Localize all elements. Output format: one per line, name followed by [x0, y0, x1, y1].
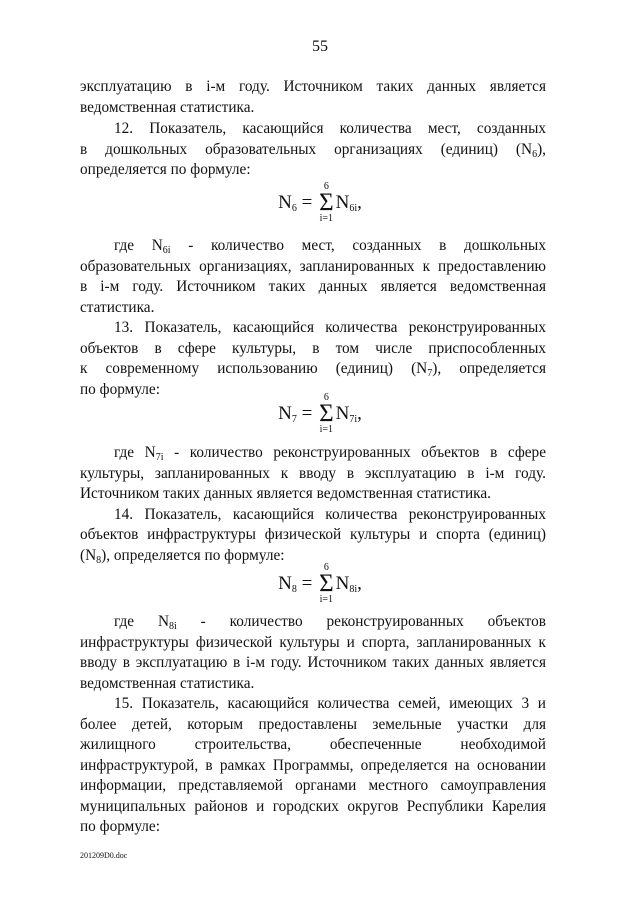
text-line: ведомственная статистика.: [80, 98, 255, 116]
formula: $N_6$ = 6 Σ i=1 $N_{6i}$,: [278, 181, 362, 224]
text-line: инфраструктуры физической культуры и спорта, запланированных к: [80, 633, 546, 651]
text-line: инфраструктурой, в рамках Программы, определяется на основании: [80, 756, 546, 774]
paragraph-block: [80, 236, 546, 400]
paragraph-block: [80, 443, 546, 566]
text-line: где $N_{8i}$ - количество реконструированных объектов: [114, 613, 546, 632]
paragraph-block: [80, 119, 546, 181]
text-line: информации, представляемой органами местного самоуправления: [80, 777, 546, 794]
text-line: $(N_8)$, определяется по формуле:: [80, 546, 285, 566]
text-line: 13. Показатель, касающийся количества реконструированных: [114, 319, 546, 336]
formula: $N_7$ = 6 Σ i=1 $N_{7i}$,: [278, 392, 362, 435]
text-line: определяется по формуле:: [80, 161, 251, 178]
summation-sign: 6 Σ i=1: [319, 562, 334, 605]
summation-sign: 6 Σ i=1: [319, 392, 334, 435]
text-line: ведомственная статистика.: [80, 674, 255, 692]
text-line: 12. Показатель, касающийся количества мест, созданных: [114, 120, 546, 137]
text-line: к современному использованию (единиц) $(N_7)$, определяется: [80, 360, 546, 379]
text-line: статистика.: [80, 298, 155, 316]
text-line: более детей, которым предоставлены земельные участки для: [80, 715, 546, 733]
text-line: 14. Показатель, касающийся количества реконструированных: [114, 505, 546, 523]
formula: $N_8$ = 6 Σ i=1 $N_{8i}$,: [278, 562, 362, 605]
text-line: муниципальных районов и городских округов Республики Карелия: [80, 797, 546, 815]
text-line: объектов инфраструктуры физической культуры и спорта (единиц): [80, 526, 546, 543]
text-line: где $N_{6i}$ - количество мест, созданных в дошкольных: [114, 237, 546, 256]
text-line: образовательных организациях, запланированных к предоставлению: [80, 257, 546, 275]
text-line: по формуле:: [80, 818, 160, 835]
text-line: объектов в сфере культуры, в том числе приспособленных: [80, 339, 546, 357]
text-line: 15. Показатель, касающийся количества семей, имеющих 3 и: [114, 695, 546, 712]
text-line: эксплуатацию в i-м году. Источником таких данных является: [80, 78, 546, 95]
paragraph-block: [80, 77, 546, 118]
footer-filename: 201209D0.doc: [80, 851, 128, 860]
text-line: вводу в эксплуатацию в i-м году. Источником таких данных является: [80, 654, 546, 671]
text-line: культуры, запланированных к вводу в эксплуатацию в i-м году.: [80, 464, 546, 482]
text-line: жилищного строительства, обеспеченные необходимой: [80, 736, 546, 753]
text-line: где $N_{7i}$ - количество реконструированных объектов в сфере: [114, 444, 546, 463]
text-line: по формуле:: [80, 380, 160, 398]
page-number: 55: [312, 38, 328, 55]
paragraph-block: [80, 612, 546, 838]
text-line: в дошкольных образовательных организациях (единиц) $(N_6)$,: [80, 140, 546, 160]
summation-sign: 6 Σ i=1: [319, 181, 334, 224]
text-line: в i-м году. Источником таких данных является ведомственная: [80, 278, 546, 295]
text-line: Источником таких данных является ведомственная статистика.: [80, 485, 491, 502]
